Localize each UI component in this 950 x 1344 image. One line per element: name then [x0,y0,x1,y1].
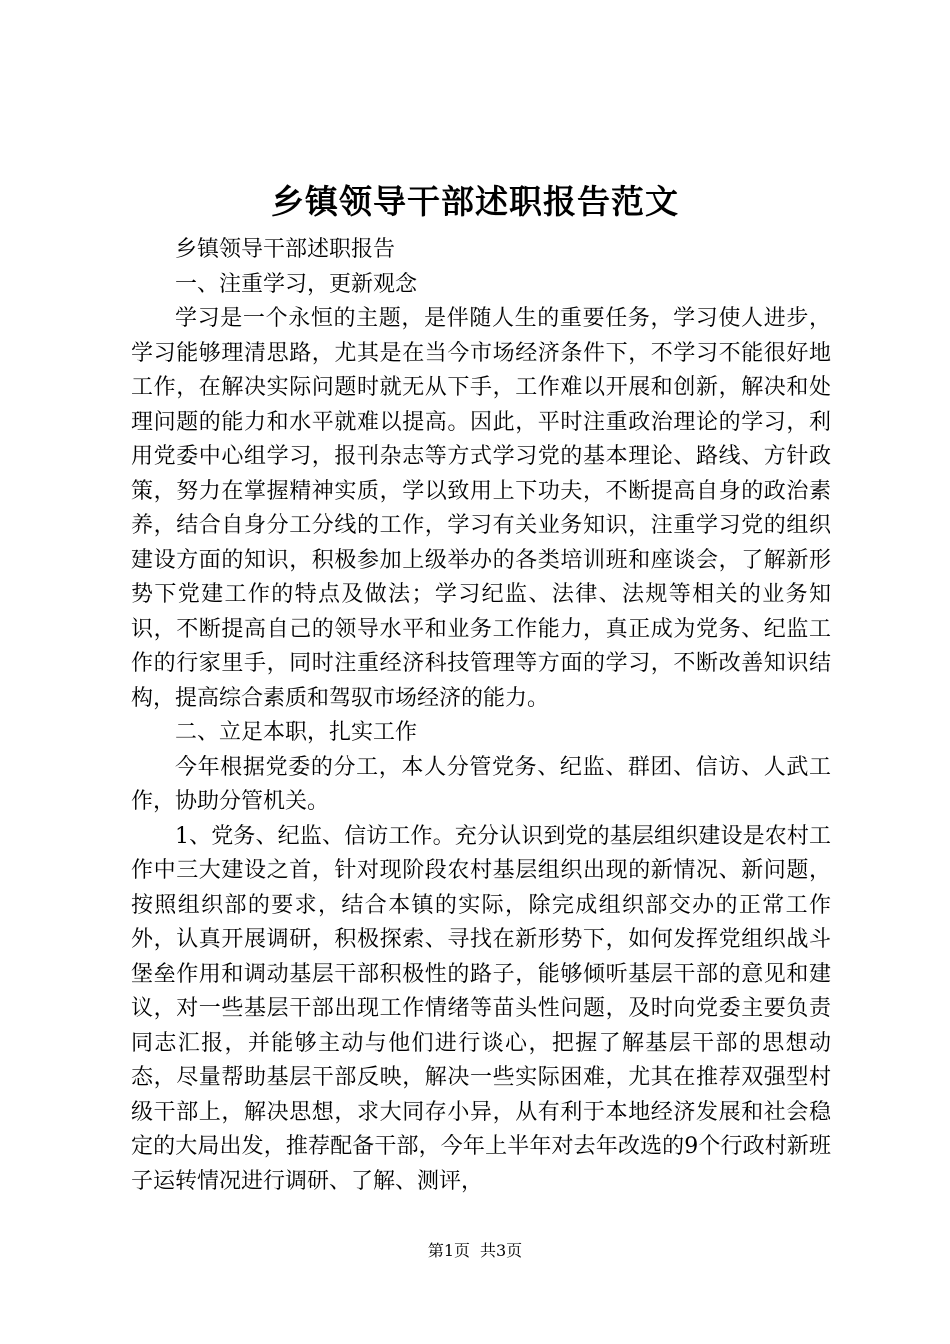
paragraph-heading-1: 一、注重学习，更新观念 [175,271,418,297]
document-body [131,233,831,1199]
paragraph-heading-2: 二、立足本职，扎实工作 [175,720,418,745]
document-title: 乡镇领导干部述职报告范文 [271,182,679,221]
page-total: 共3页 [480,1241,523,1260]
paragraph-study: 学习是一个永恒的主题，是伴随人生的重要任务，学习使人进步，学习能够理清思路，尤其是在当今市场经济条件下，不学习不能很好地工作，在解决实际问题时就无从下手，工作难以开展和创新，解决和处理问题的能力和水平就难以提高。因此，平时注重政治理论的学习，利用党委中心组学习，报刊杂志等方式学习党的基本理论、路线、方针政策，努力在掌握精神实质，学以致用上下功夫，不断提高自身的政治素养，结合自身分工分线的工作，学习有关业务知识，注重学习党的组织建设方面的知识，积极参加上级举办的各类培训班和座谈会，了解新形势下党建工作的特点及做法；学习纪监、法律、法规等相关的业务知识，不断提高自己的领导水平和业务工作能力，真正成为党务、纪监工作的行家里手，同时注重经济科技管理等方面的学习，不断改善知识结构，提高综合素质和驾驭市场经济的能力。 [131,306,831,711]
paragraph-subtitle: 乡镇领导干部述职报告 [175,237,396,262]
paragraph-party-affairs: 1、党务、纪监、信访工作。充分认识到党的基层组织建设是农村工作中三大建设之首，针对现阶段农村基层组织出现的新情况、新问题，按照组织部的要求，结合本镇的实际，除完成组织部交办的正常工作外，认真开展调研，积极探索、寻找在新形势下，如何发挥党组织战斗堡垒作用和调动基层干部积极性的路子，能够倾听基层干部的意见和建议，对一些基层干部出现工作情绪等苗头性问题，及时向党委主要负责同志汇报，并能够主动与他们进行谈心，把握了解基层干部的思想动态，尽量帮助基层干部反映，解决一些实际困难，尤其在推荐双强型村级干部上，解决思想，求大同存小异，从有利于本地经济发展和社会稳定的大局出发，推荐配备干部，今年上半年对去年改选的9个行政村新班子运转情况进行调研、了解、测评， [131,823,831,1194]
paragraph-division: 今年根据党委的分工，本人分管党务、纪监、群团、信访、人武工作，协助分管机关。 [131,754,831,814]
page-number: 第1页 [427,1241,470,1260]
page-footer [0,1241,950,1261]
